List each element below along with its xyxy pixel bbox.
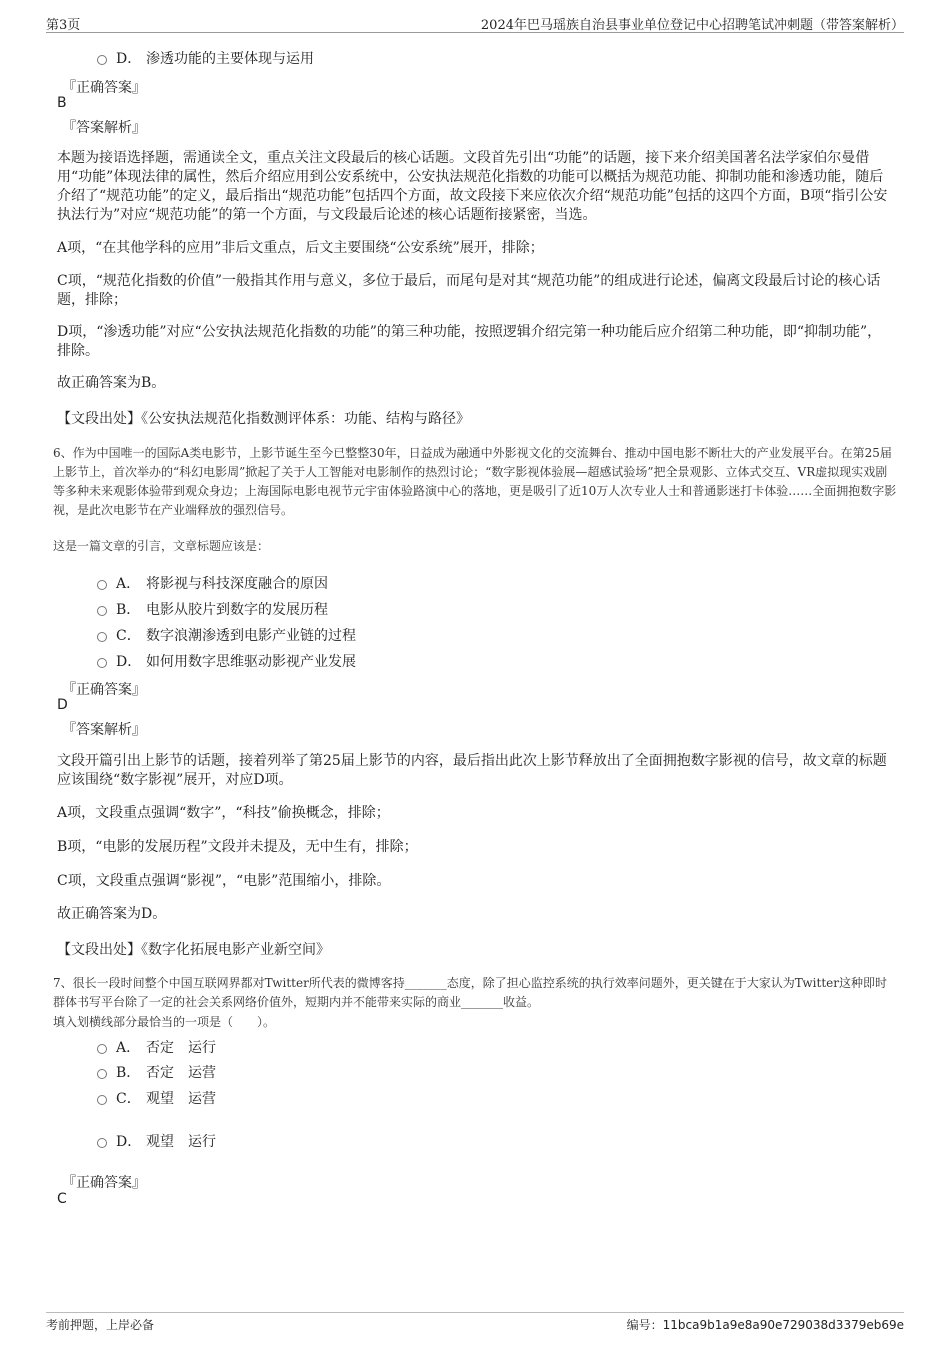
q6-analysis-para: 文段开篇引出上影节的话题，接着列举了第25届上影节的内容，最后指出此次上影节释放出了全面拥抱数字影视的信号，故文章的标题应该围绕“数字影视”展开，对应D项。 [57,753,887,788]
q6-question: 这是一篇文章的引言，文章标题应该是： [53,539,270,553]
q7-option-b[interactable]: B． 否定 运营 [97,1062,216,1082]
q5-analysis-para: C项，“规范化指数的价值”一般指其作用与意义，多位于最后，而尾句是对其“规范功能”的组成进行论述，偏离文段最后讨论的核心话题，排除； [57,273,881,308]
document-code: 编号：11bca9b1a9e8a90e729038d3379eb69e [626,1318,904,1332]
q5-analysis-para: A项，“在其他学科的应用”非后文重点，后文主要围绕“公安系统”展开，排除； [57,240,544,256]
q6-analysis-para: B项，“电影的发展历程”文段并未提及，无中生有，排除； [57,839,418,855]
radio-icon[interactable] [97,1044,107,1054]
footer-slogan: 考前押题，上岸必备 [46,1318,155,1332]
q5-analysis-para: D项，“渗透功能”对应“公安执法规范化指数的功能”的第三种功能，按照逻辑介绍完第一种功能后应介绍第二种功能，即“抑制功能”，排除。 [57,324,882,359]
q6-answer: D [57,697,68,713]
q5-analysis-para: 故正确答案为B。 [57,375,166,391]
q6-option-a[interactable]: A． 将影视与科技深度融合的原因 [97,573,328,593]
q6-analysis-para: C项，文段重点强调“影视”，“电影”范围缩小，排除。 [57,873,391,889]
q7-question: 填入划横线部分最恰当的一项是（ ）。 [53,1015,276,1029]
q6-stem: 6、作为中国唯一的国际A类电影节，上影节诞生至今已整整30年，日益成为融通中外影视文化的交流舞台、推动中国电影不断壮大的产业发展平台。在第25届上影节上，首次举办的“科幻电影周”掀起了关于人工智能对电影制作的热烈讨论；“数字影视体验展—超感试验场”把全景观影、立体式交互、VR虚拟现实戏剧等多种未来观影体验带到观众身边；上海国际电影电视节元宇宙体验路演中心的落地，更是吸引了近10万人次专业人士和普通影迷打卡体验……全面拥抱数字影视，是此次电影节在产业端释放的强烈信号。 [53,446,897,517]
q6-analysis-para: A项，文段重点强调“数字”，“科技”偷换概念，排除； [57,805,390,821]
q5-analysis-label: 『答案解析』 [62,120,146,136]
q5-source: 【文段出处】《公安执法规范化指数测评体系：功能、结构与路径》 [57,411,470,427]
q6-source: 【文段出处】《数字化拓展电影产业新空间》 [57,942,330,958]
page-footer [46,1312,904,1338]
q5-answer-label: 『正确答案』 [62,80,146,96]
radio-icon[interactable] [97,55,107,65]
q6-answer-label: 『正确答案』 [62,682,146,698]
q7-option-c[interactable]: C． 观望 运营 [97,1088,216,1108]
page-header [46,14,904,33]
q6-option-c[interactable]: C． 数字浪潮渗透到电影产业链的过程 [97,625,356,645]
q6-analysis-label: 『答案解析』 [62,722,146,738]
document-title: 2024年巴马瑶族自治县事业单位登记中心招聘笔试冲刺题（带答案解析） [480,18,904,33]
q5-answer: B [57,95,67,111]
q5-option-d[interactable]: D． 渗透功能的主要体现与运用 [97,48,314,68]
q6-option-b[interactable]: B． 电影从胶片到数字的发展历程 [97,599,328,619]
radio-icon[interactable] [97,658,107,668]
page-number: 第3页 [46,18,81,33]
radio-icon[interactable] [97,606,107,616]
radio-icon[interactable] [97,632,107,642]
q6-analysis-para: 故正确答案为D。 [57,906,167,922]
q7-option-d[interactable]: D． 观望 运行 [97,1131,216,1151]
q5-analysis-para: 本题为接语选择题，需通读全文，重点关注文段最后的核心话题。文段首先引出“功能”的话题，接下来介绍美国著名法学家伯尔曼借用“功能”体现法律的属性，然后介绍应用到公安系统中，公安执法规范化指数的功能可以概括为规范功能、抑制功能和渗透功能，随后介绍了“规范功能”的定义，最后指出“规范功能”包括四个方面，故文段接下来应依次介绍“规范功能”包括的这四个方面，B项“指引公安执法行为”对应“规范功能”的第一个方面，与文段最后论述的核心话题衔接紧密，当选。 [57,150,888,223]
q7-answer: C [57,1191,67,1207]
radio-icon[interactable] [97,580,107,590]
q7-option-a[interactable]: A． 否定 运行 [97,1037,216,1057]
radio-icon[interactable] [97,1095,107,1105]
q7-answer-label: 『正确答案』 [62,1175,146,1191]
radio-icon[interactable] [97,1138,107,1148]
q7-stem: 7、很长一段时间整个中国互联网界都对Twitter所代表的微博客持_______态度，除了担心监控系统的执行效率问题外，更关键在于大家认为Twitter这种即时群体书写平台除了一定的社会关系网络价值外，短期内并不能带来实际的商业_______收益。 [53,976,887,1009]
radio-icon[interactable] [97,1069,107,1079]
q6-option-d[interactable]: D． 如何用数字思维驱动影视产业发展 [97,651,356,671]
